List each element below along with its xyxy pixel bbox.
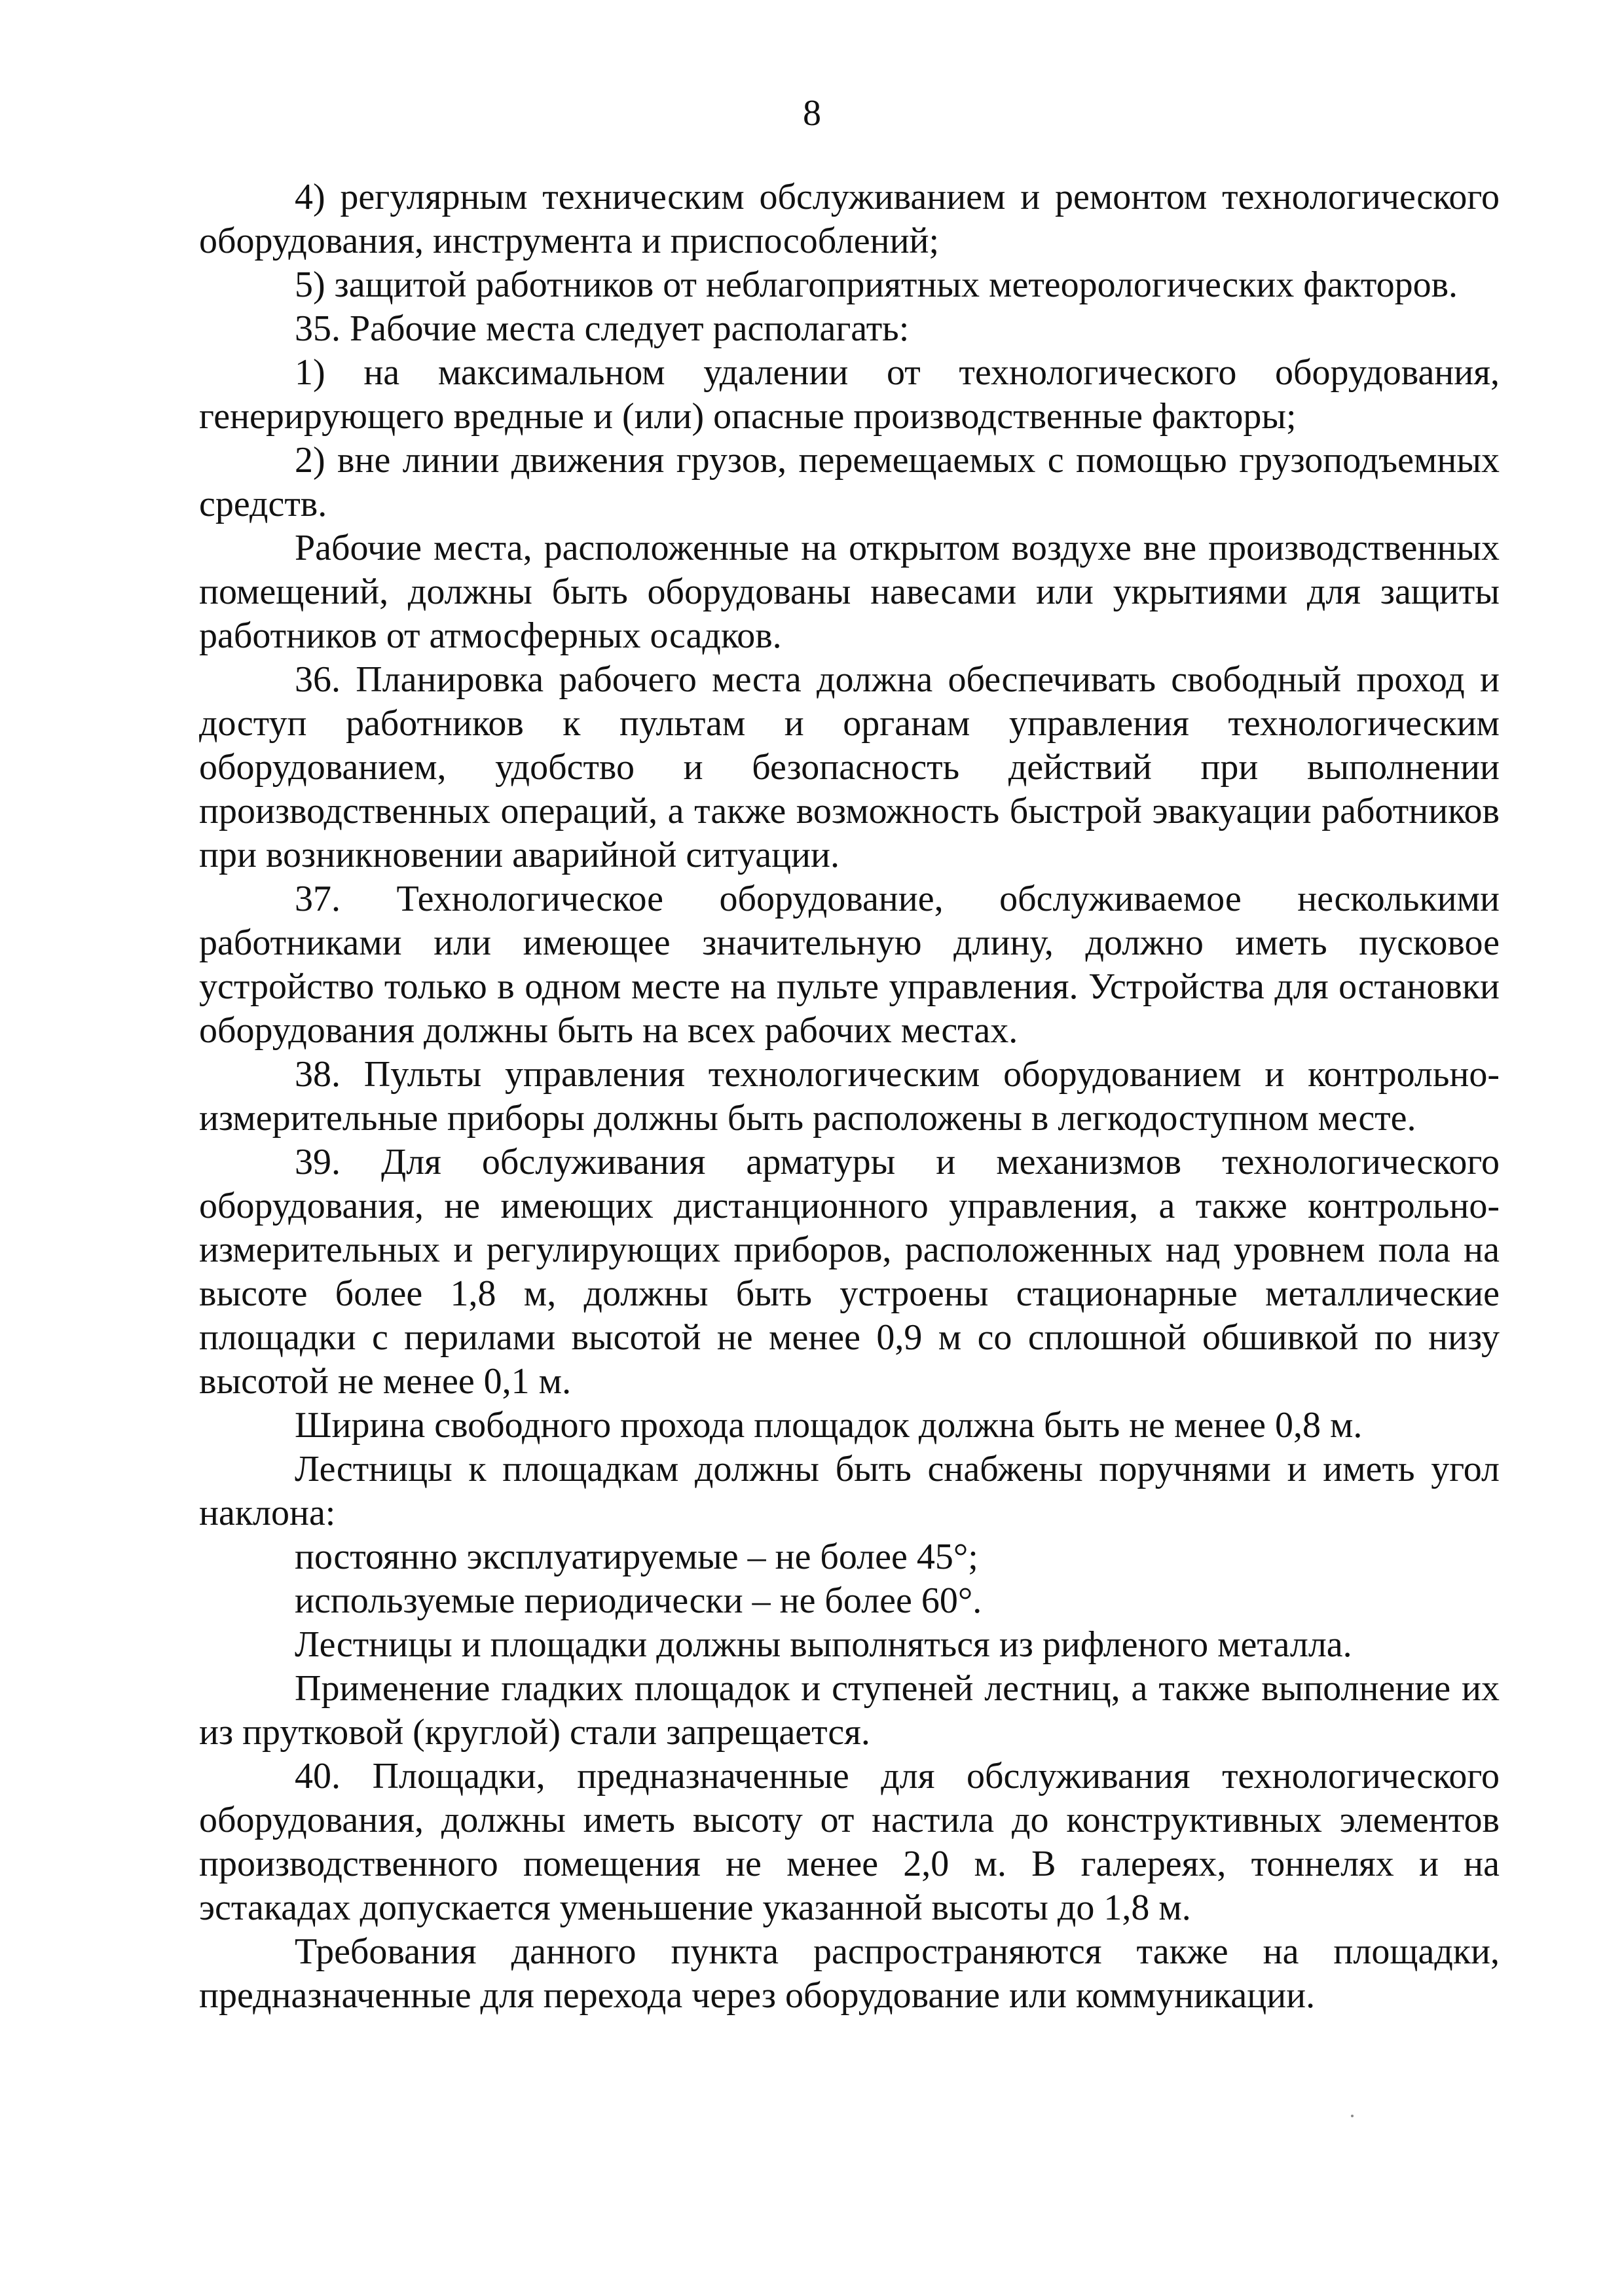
- paragraph-smooth-prohibited: Применение гладких площадок и ступеней лестниц, а также выполнение их из прутковой (круглой) стали запрещается.: [199, 1668, 1500, 1753]
- scan-speck: [1351, 2115, 1354, 2117]
- page-number: 8: [803, 93, 821, 134]
- paragraph-item-1: 1) на максимальном удалении от технологического оборудования, генерирующего вредные и (или) опасные производственные факторы;: [199, 352, 1500, 437]
- paragraph-item-5: 5) защитой работников от неблагоприятных метеорологических факторов.: [295, 264, 1458, 305]
- paragraph-clause-37: 37. Технологическое оборудование, обслуживаемое несколькими работниками или имеющее значительную длину, должно иметь пусковое устройство только в одном месте на пульте управления. Устройства для остановки оборудования должны быть на всех рабочих местах.: [199, 879, 1500, 1051]
- paragraph-outdoor-workplaces: Рабочие места, расположенные на открытом воздухе вне производственных помещений, должны быть оборудованы навесами или укрытиями для защиты работников от атмосферных осадков.: [199, 528, 1500, 656]
- paragraph-passage-width: Ширина свободного прохода площадок должна быть не менее 0,8 м.: [295, 1405, 1363, 1446]
- paragraph-clause-38: 38. Пульты управления технологическим оборудованием и контрольно-измерительные приборы должны быть расположены в легкодоступном месте.: [199, 1054, 1500, 1139]
- paragraph-item-4: 4) регулярным техническим обслуживанием и ремонтом технологического оборудования, инструмента и приспособлений;: [199, 177, 1500, 261]
- paragraph-clause-36: 36. Планировка рабочего места должна обеспечивать свободный проход и доступ работников к пультам и органам управления технологическим оборудованием, удобство и безопасность действий при выполнении производственных операций, а также возможность быстрой эвакуации работников при возникновении аварийной ситуации.: [199, 659, 1500, 875]
- paragraph-crossing-platforms: Требования данного пункта распространяются также на площадки, предназначенные для перехода через оборудование или коммуникации.: [199, 1931, 1500, 2016]
- paragraph-clause-35: 35. Рабочие места следует располагать:: [295, 308, 910, 349]
- paragraph-item-2: 2) вне линии движения грузов, перемещаемых с помощью грузоподъемных средств.: [199, 440, 1500, 524]
- paragraph-clause-40: 40. Площадки, предназначенные для обслуживания технологического оборудования, должны иметь высоту от настила до конструктивных элементов производственного помещения не менее 2,0 м. В галереях, тоннелях и на эстакадах допускается уменьшение указанной высоты до 1,8 м.: [199, 1756, 1500, 1928]
- paragraph-stairs-slope: Лестницы к площадкам должны быть снабжены поручнями и иметь угол наклона:: [199, 1449, 1500, 1533]
- document-body: [199, 175, 1500, 2018]
- paragraph-periodic-use: используемые периодически – не более 60°.: [295, 1580, 982, 1621]
- paragraph-permanent-use: постоянно эксплуатируемые – не более 45°;: [295, 1537, 978, 1577]
- paragraph-ribbed-metal: Лестницы и площадки должны выполняться из рифленого металла.: [295, 1624, 1352, 1665]
- paragraph-clause-39: 39. Для обслуживания арматуры и механизмов технологического оборудования, не имеющих дистанционного управления, а также контрольно-измерительных и регулирующих приборов, расположенных над уровнем пола на высоте более 1,8 м, должны быть устроены стационарные металлические площадки с перилами высотой не менее 0,9 м со сплошной обшивкой по низу высотой не менее 0,1 м.: [199, 1142, 1500, 1402]
